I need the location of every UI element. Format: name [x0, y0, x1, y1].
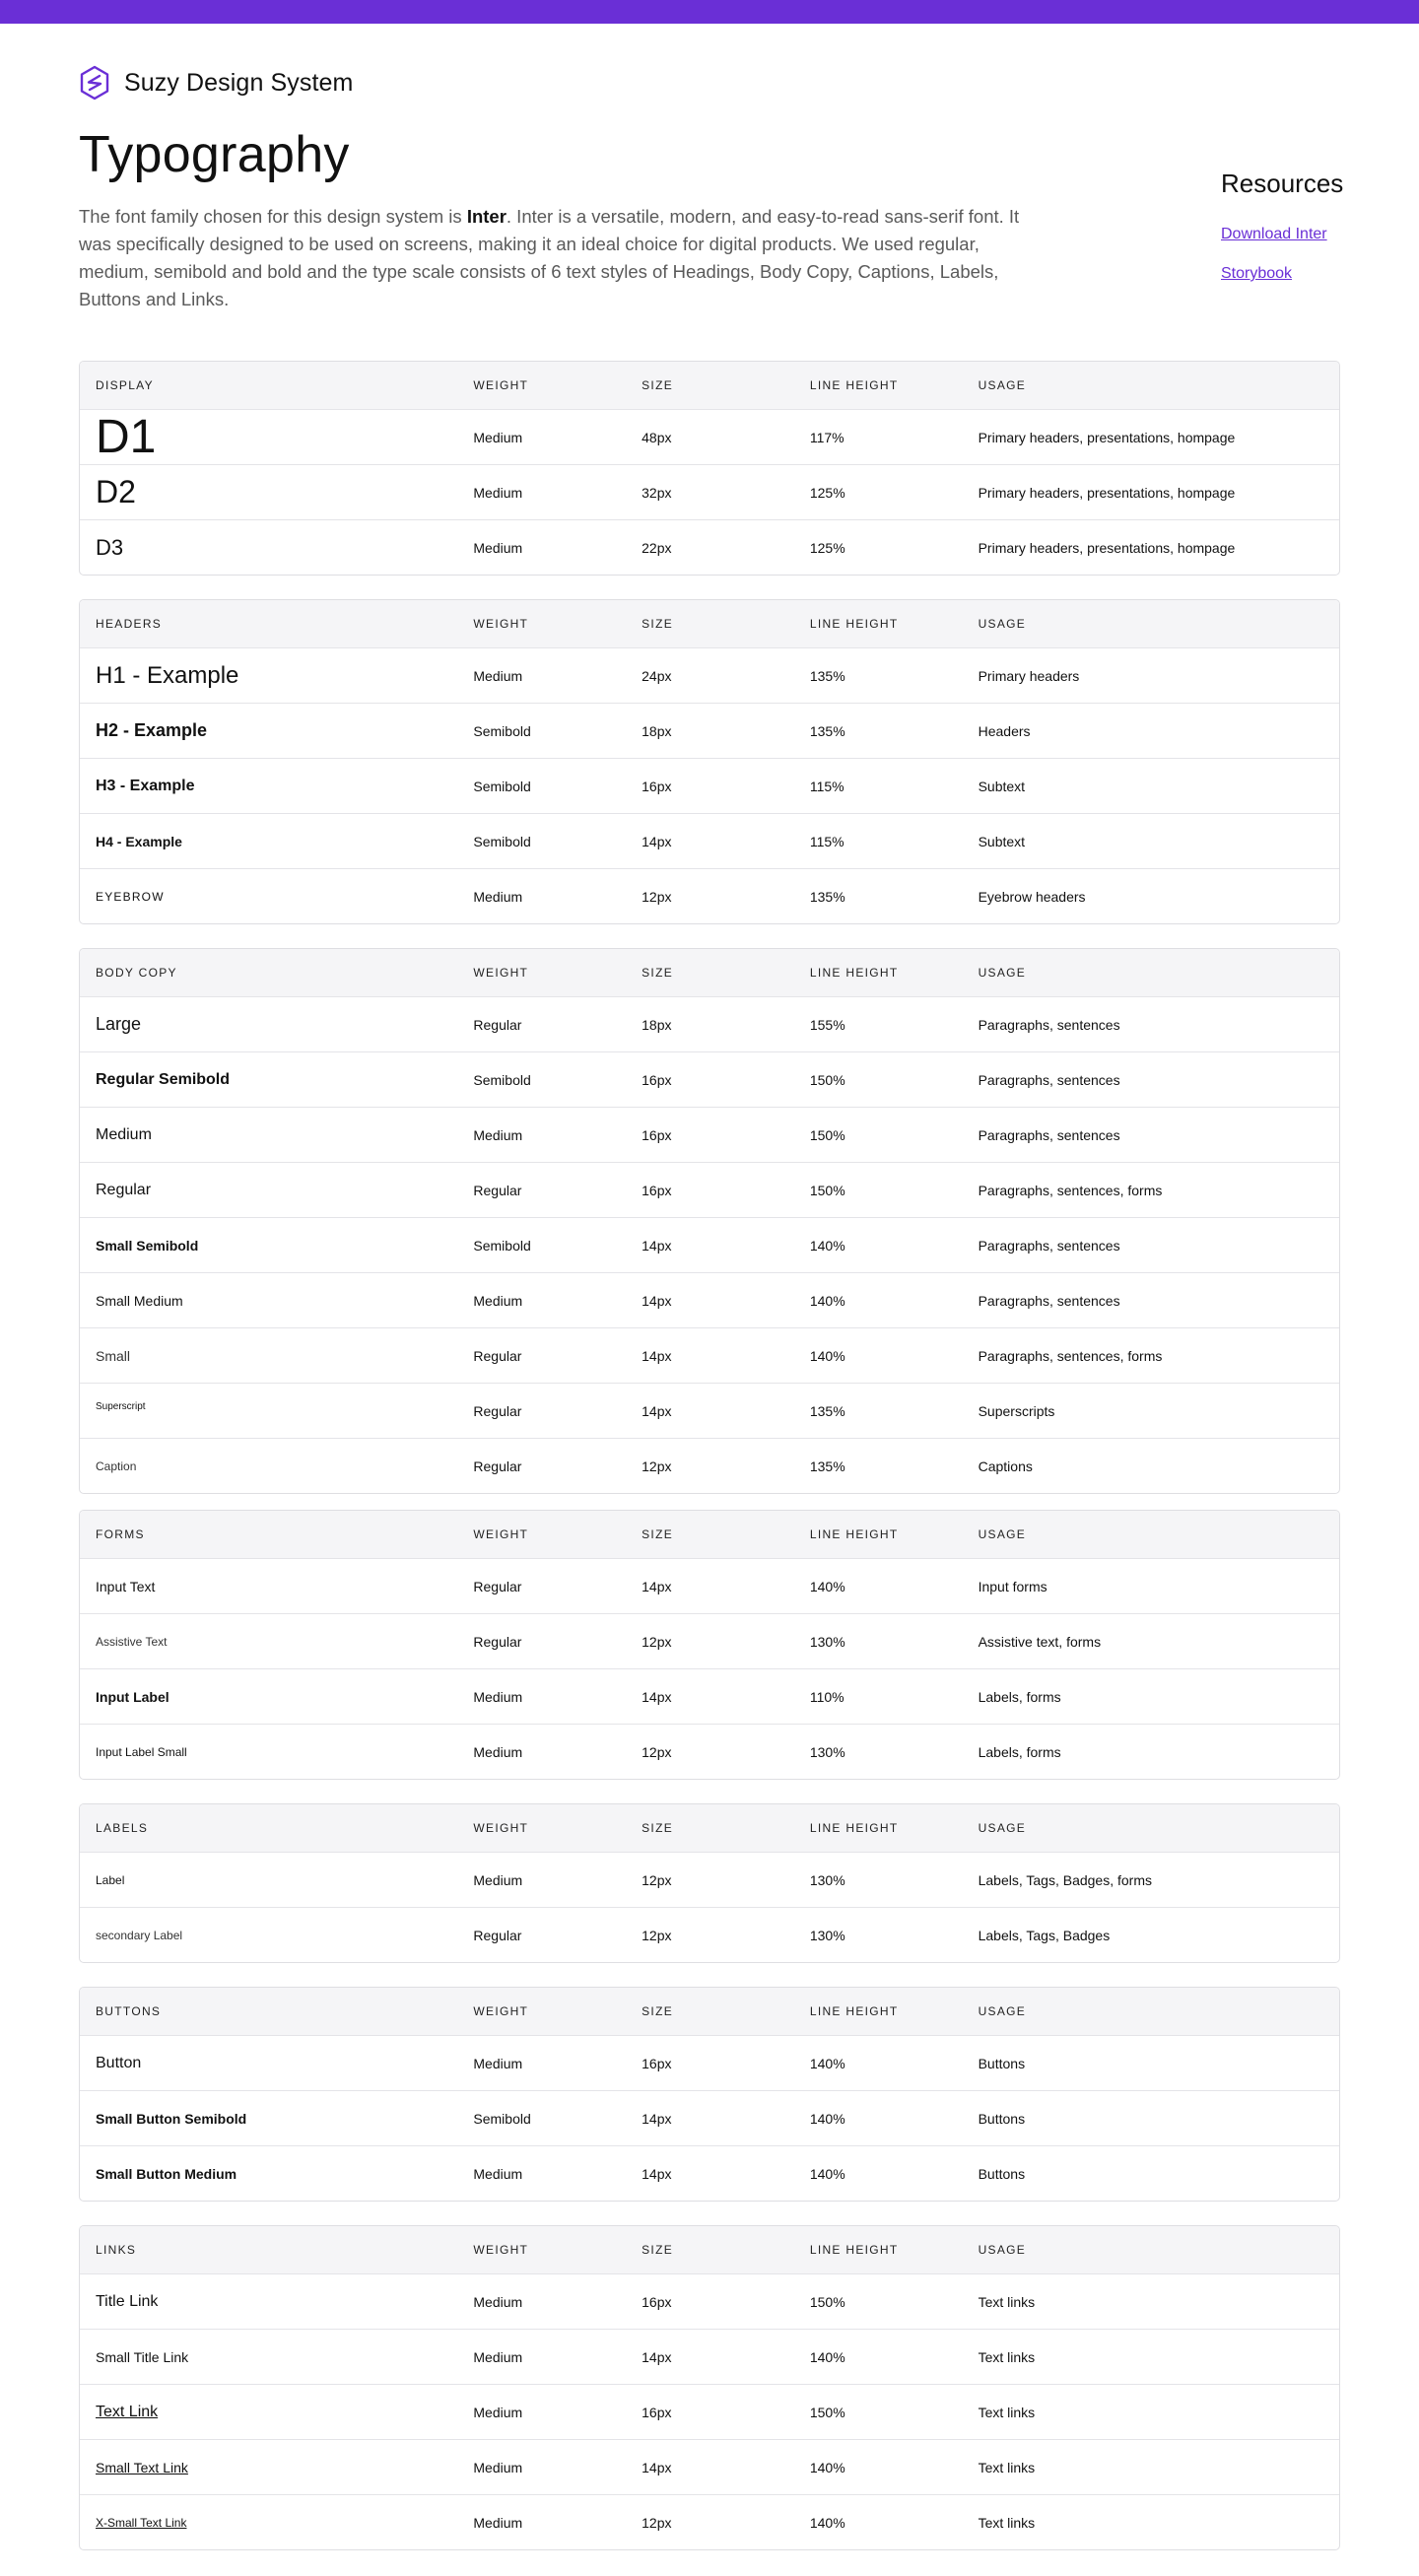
- line-height-value: 130%: [809, 1633, 845, 1650]
- resources-title: Resources: [1221, 169, 1344, 198]
- usage-value: Text links: [978, 2348, 1036, 2365]
- usage-value: Paragraphs, sentences, forms: [978, 1347, 1163, 1364]
- col-size: SIZE: [642, 1527, 673, 1541]
- table-header: [80, 949, 1339, 996]
- body-copy-table: [79, 948, 1340, 1494]
- table-row: [80, 2145, 1339, 2201]
- labels-table: [79, 1803, 1340, 1963]
- usage-value: Labels, Tags, Badges, forms: [978, 1871, 1152, 1888]
- type-sample: H1 - Example: [96, 661, 239, 689]
- section-title: DISPLAY: [96, 378, 154, 392]
- type-sample: Small: [96, 1347, 131, 1364]
- size-value: 14px: [642, 2165, 672, 2182]
- col-size: SIZE: [642, 1821, 673, 1835]
- line-height-value: 140%: [809, 1347, 845, 1364]
- line-height-value: 115%: [809, 833, 845, 849]
- col-line-height: LINE HEIGHT: [809, 617, 899, 631]
- line-height-value: 150%: [809, 1071, 845, 1088]
- line-height-value: 140%: [809, 2165, 845, 2182]
- col-usage: USAGE: [978, 378, 1027, 392]
- weight-value: Medium: [473, 429, 523, 445]
- section-title: HEADERS: [96, 617, 163, 631]
- line-height-value: 115%: [809, 778, 845, 794]
- weight-value: Medium: [473, 1688, 523, 1705]
- col-size: SIZE: [642, 617, 673, 631]
- table-row: [80, 813, 1339, 868]
- size-value: 12px: [642, 1633, 672, 1650]
- table-row: [80, 1724, 1339, 1779]
- suzy-logo-icon: [79, 65, 110, 101]
- usage-value: Buttons: [978, 2055, 1026, 2071]
- size-value: 14px: [642, 833, 672, 849]
- weight-value: Semibold: [473, 722, 531, 739]
- page: [0, 63, 1419, 2550]
- usage-value: Superscripts: [978, 1402, 1055, 1419]
- col-weight: WEIGHT: [473, 378, 529, 392]
- usage-value: Paragraphs, sentences: [978, 1016, 1120, 1033]
- weight-value: Regular: [473, 1457, 522, 1474]
- col-usage: USAGE: [978, 1527, 1027, 1541]
- type-sample: D2: [96, 474, 136, 509]
- col-size: SIZE: [642, 2243, 673, 2257]
- weight-value: Medium: [473, 1126, 523, 1143]
- line-height-value: 140%: [809, 2055, 845, 2071]
- col-usage: USAGE: [978, 1821, 1027, 1835]
- col-weight: WEIGHT: [473, 617, 529, 631]
- line-height-value: 130%: [809, 1927, 845, 1943]
- table-row: [80, 1852, 1339, 1907]
- type-sample: Small Button Medium: [96, 2165, 237, 2182]
- type-sample[interactable]: X-Small Text Link: [96, 2515, 187, 2530]
- weight-value: Medium: [473, 484, 523, 501]
- type-sample: Input Label Small: [96, 1744, 187, 1759]
- weight-value: Semibold: [473, 1071, 531, 1088]
- size-value: 14px: [642, 1402, 672, 1419]
- col-size: SIZE: [642, 966, 673, 980]
- col-size: SIZE: [642, 378, 673, 392]
- section-title: BUTTONS: [96, 2004, 162, 2018]
- size-value: 14px: [642, 1292, 672, 1309]
- type-sample: EYEBROW: [96, 889, 165, 904]
- type-sample: H4 - Example: [96, 833, 182, 849]
- section-title: FORMS: [96, 1527, 145, 1541]
- usage-value: Labels, Tags, Badges: [978, 1927, 1111, 1943]
- type-sample: Caption: [96, 1458, 137, 1473]
- font-name: Inter: [466, 206, 507, 227]
- weight-value: Medium: [473, 2514, 523, 2531]
- type-sample: secondary Label: [96, 1928, 183, 1942]
- table-row: [80, 1327, 1339, 1383]
- col-usage: USAGE: [978, 2004, 1027, 2018]
- table-row: [80, 519, 1339, 575]
- table-header: [80, 362, 1339, 409]
- weight-value: Medium: [473, 1871, 523, 1888]
- col-line-height: LINE HEIGHT: [809, 2243, 899, 2257]
- weight-value: Regular: [473, 1182, 522, 1198]
- table-row: [80, 2090, 1339, 2145]
- size-value: 12px: [642, 1927, 672, 1943]
- size-value: 14px: [642, 1237, 672, 1254]
- line-height-value: 140%: [809, 1237, 845, 1254]
- table-row: [80, 2494, 1339, 2549]
- type-scale-tables: [79, 361, 1340, 2550]
- top-accent-bar: [0, 0, 1419, 24]
- table-row: [80, 2035, 1339, 2090]
- size-value: 48px: [642, 429, 672, 445]
- usage-value: Captions: [978, 1457, 1033, 1474]
- table-row: [80, 2273, 1339, 2329]
- usage-value: Eyebrow headers: [978, 888, 1086, 905]
- line-height-value: 140%: [809, 2459, 845, 2475]
- line-height-value: 125%: [809, 484, 845, 501]
- weight-value: Medium: [473, 2348, 523, 2365]
- table-row: [80, 1558, 1339, 1613]
- usage-value: Assistive text, forms: [978, 1633, 1102, 1650]
- size-value: 12px: [642, 2514, 672, 2531]
- size-value: 14px: [642, 1578, 672, 1594]
- size-value: 16px: [642, 778, 672, 794]
- usage-value: Text links: [978, 2404, 1036, 2420]
- usage-value: Buttons: [978, 2110, 1026, 2127]
- size-value: 14px: [642, 2459, 672, 2475]
- weight-value: Semibold: [473, 1237, 531, 1254]
- type-sample: Assistive Text: [96, 1634, 168, 1649]
- forms-table: [79, 1510, 1340, 1780]
- table-header: [80, 1511, 1339, 1558]
- weight-value: Medium: [473, 539, 523, 556]
- col-line-height: LINE HEIGHT: [809, 1527, 899, 1541]
- line-height-value: 150%: [809, 2404, 845, 2420]
- size-value: 14px: [642, 1347, 672, 1364]
- size-value: 18px: [642, 722, 672, 739]
- line-height-value: 135%: [809, 1402, 845, 1419]
- weight-value: Medium: [473, 1743, 523, 1760]
- brand-name: Suzy Design System: [124, 68, 354, 97]
- table-row: [80, 409, 1339, 464]
- usage-value: Paragraphs, sentences: [978, 1237, 1120, 1254]
- type-sample: Large: [96, 1014, 142, 1034]
- table-row: [80, 996, 1339, 1051]
- size-value: 16px: [642, 1071, 672, 1088]
- size-value: 12px: [642, 1457, 672, 1474]
- storybook-link[interactable]: Storybook: [1221, 265, 1293, 282]
- line-height-value: 117%: [809, 429, 845, 445]
- type-sample: Input Text: [96, 1578, 156, 1594]
- line-height-value: 150%: [809, 2293, 845, 2310]
- table-row: [80, 1107, 1339, 1162]
- line-height-value: 155%: [809, 1016, 845, 1033]
- size-value: 14px: [642, 2110, 672, 2127]
- weight-value: Medium: [473, 2055, 523, 2071]
- table-row: [80, 1907, 1339, 1962]
- table-row: [80, 1668, 1339, 1724]
- line-height-value: 140%: [809, 2514, 845, 2531]
- section-title: LINKS: [96, 2243, 137, 2257]
- table-row: [80, 1217, 1339, 1272]
- brand-header[interactable]: [79, 63, 1340, 102]
- weight-value: Medium: [473, 2404, 523, 2420]
- usage-value: Paragraphs, sentences, forms: [978, 1182, 1163, 1198]
- weight-value: Medium: [473, 2459, 523, 2475]
- line-height-value: 140%: [809, 2110, 845, 2127]
- usage-value: Labels, forms: [978, 1688, 1061, 1705]
- line-height-value: 125%: [809, 539, 845, 556]
- line-height-value: 130%: [809, 1743, 845, 1760]
- weight-value: Medium: [473, 2293, 523, 2310]
- weight-value: Regular: [473, 1402, 522, 1419]
- page-title: Typography: [79, 126, 350, 183]
- line-height-value: 135%: [809, 1457, 845, 1474]
- line-height-value: 130%: [809, 1871, 845, 1888]
- line-height-value: 110%: [809, 1688, 845, 1705]
- type-sample[interactable]: Small Title Link: [96, 2348, 189, 2365]
- table-row: [80, 2384, 1339, 2439]
- type-sample: H3 - Example: [96, 777, 195, 794]
- weight-value: Regular: [473, 1633, 522, 1650]
- headers-table: [79, 599, 1340, 924]
- table-header: [80, 2226, 1339, 2273]
- table-row: [80, 703, 1339, 758]
- usage-value: Subtext: [978, 778, 1026, 794]
- size-value: 12px: [642, 1743, 672, 1760]
- usage-value: Primary headers: [978, 667, 1080, 684]
- weight-value: Regular: [473, 1347, 522, 1364]
- table-header: [80, 600, 1339, 647]
- weight-value: Regular: [473, 1927, 522, 1943]
- usage-value: Subtext: [978, 833, 1026, 849]
- col-usage: USAGE: [978, 617, 1027, 631]
- weight-value: Medium: [473, 2165, 523, 2182]
- table-header: [80, 1988, 1339, 2035]
- table-row: [80, 1272, 1339, 1327]
- usage-value: Paragraphs, sentences: [978, 1292, 1120, 1309]
- display-table: [79, 361, 1340, 576]
- size-value: 14px: [642, 1688, 672, 1705]
- col-line-height: LINE HEIGHT: [809, 378, 899, 392]
- table-row: [80, 647, 1339, 703]
- usage-value: Input forms: [978, 1578, 1047, 1594]
- size-value: 12px: [642, 888, 672, 905]
- links-table: [79, 2225, 1340, 2550]
- usage-value: Text links: [978, 2459, 1036, 2475]
- size-value: 16px: [642, 1182, 672, 1198]
- line-height-value: 150%: [809, 1182, 845, 1198]
- type-sample: Button: [96, 2054, 142, 2071]
- size-value: 18px: [642, 1016, 672, 1033]
- usage-value: Labels, forms: [978, 1743, 1061, 1760]
- size-value: 16px: [642, 2404, 672, 2420]
- type-sample: Regular Semibold: [96, 1070, 231, 1088]
- weight-value: Semibold: [473, 833, 531, 849]
- weight-value: Semibold: [473, 778, 531, 794]
- line-height-value: 135%: [809, 667, 845, 684]
- type-sample: Superscript: [96, 1401, 146, 1412]
- type-sample: Input Label: [96, 1688, 169, 1705]
- type-sample[interactable]: Small Text Link: [96, 2459, 188, 2475]
- table-row: [80, 1383, 1339, 1438]
- type-sample: Small Semibold: [96, 1237, 199, 1254]
- type-sample[interactable]: Title Link: [96, 2292, 159, 2310]
- table-row: [80, 868, 1339, 923]
- type-sample: Regular: [96, 1181, 152, 1198]
- size-value: 22px: [642, 539, 672, 556]
- usage-value: Text links: [978, 2514, 1036, 2531]
- line-height-value: 135%: [809, 888, 845, 905]
- usage-value: Primary headers, presentations, hompage: [978, 539, 1236, 556]
- line-height-value: 140%: [809, 1578, 845, 1594]
- table-row: [80, 1438, 1339, 1493]
- intro-paragraph: The font family chosen for this design system is Inter. Inter is a versatile, modern, and easy-to-read sans-serif font. It was specifically designed to be used on screens, making it an ideal choice for digital products. We used regular, medium, semibold and bold and the type scale consists of 6 text styles of Headings, Body Copy, Captions, Labels, Buttons and Links.: [79, 206, 1020, 309]
- col-usage: USAGE: [978, 966, 1027, 980]
- table-row: [80, 1051, 1339, 1107]
- table-row: [80, 1162, 1339, 1217]
- table-row: [80, 758, 1339, 813]
- size-value: 12px: [642, 1871, 672, 1888]
- table-row: [80, 2439, 1339, 2494]
- line-height-value: 140%: [809, 1292, 845, 1309]
- line-height-value: 140%: [809, 2348, 845, 2365]
- weight-value: Regular: [473, 1016, 522, 1033]
- line-height-value: 135%: [809, 722, 845, 739]
- usage-value: Text links: [978, 2293, 1036, 2310]
- table-row: [80, 2329, 1339, 2384]
- col-weight: WEIGHT: [473, 1527, 529, 1541]
- type-sample: Medium: [96, 1125, 152, 1143]
- size-value: 16px: [642, 2293, 672, 2310]
- line-height-value: 150%: [809, 1126, 845, 1143]
- size-value: 32px: [642, 484, 672, 501]
- type-sample: Small Button Semibold: [96, 2110, 247, 2127]
- weight-value: Medium: [473, 667, 523, 684]
- usage-value: Primary headers, presentations, hompage: [978, 429, 1236, 445]
- weight-value: Medium: [473, 888, 523, 905]
- size-value: 16px: [642, 2055, 672, 2071]
- type-sample: D3: [96, 534, 124, 560]
- col-line-height: LINE HEIGHT: [809, 966, 899, 980]
- type-sample[interactable]: Text Link: [96, 2403, 159, 2420]
- usage-value: Paragraphs, sentences: [978, 1126, 1120, 1143]
- type-sample: H2 - Example: [96, 720, 208, 740]
- weight-value: Regular: [473, 1578, 522, 1594]
- section-title: BODY COPY: [96, 966, 177, 980]
- type-sample: Small Medium: [96, 1292, 183, 1309]
- usage-value: Buttons: [978, 2165, 1026, 2182]
- size-value: 24px: [642, 667, 672, 684]
- weight-value: Medium: [473, 1292, 523, 1309]
- table-header: [80, 1804, 1339, 1852]
- col-weight: WEIGHT: [473, 2004, 529, 2018]
- size-value: 14px: [642, 2348, 672, 2365]
- table-row: [80, 1613, 1339, 1668]
- section-title: LABELS: [96, 1821, 149, 1835]
- resources-panel: [1221, 166, 1398, 284]
- usage-value: Primary headers, presentations, hompage: [978, 484, 1236, 501]
- col-size: SIZE: [642, 2004, 673, 2018]
- buttons-table: [79, 1987, 1340, 2202]
- download-inter-link[interactable]: Download Inter: [1221, 226, 1327, 242]
- size-value: 16px: [642, 1126, 672, 1143]
- col-line-height: LINE HEIGHT: [809, 1821, 899, 1835]
- type-sample: Label: [96, 1872, 125, 1887]
- col-weight: WEIGHT: [473, 966, 529, 980]
- table-row: [80, 464, 1339, 519]
- col-usage: USAGE: [978, 2243, 1027, 2257]
- col-weight: WEIGHT: [473, 1821, 529, 1835]
- col-weight: WEIGHT: [473, 2243, 529, 2257]
- weight-value: Semibold: [473, 2110, 531, 2127]
- col-line-height: LINE HEIGHT: [809, 2004, 899, 2018]
- usage-value: Paragraphs, sentences: [978, 1071, 1120, 1088]
- type-sample: D1: [96, 411, 157, 463]
- usage-value: Headers: [978, 722, 1031, 739]
